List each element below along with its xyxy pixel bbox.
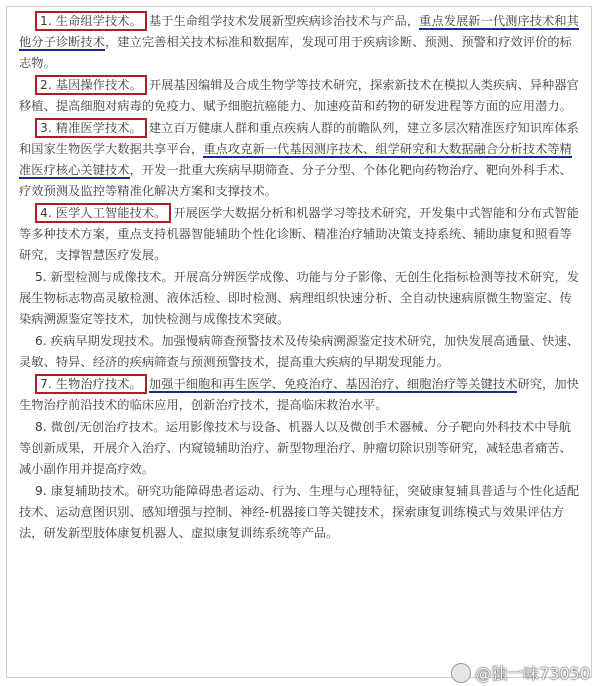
paragraph-item [19, 331, 581, 373]
boxed-heading: 4. 医学人工智能技术。 [35, 203, 171, 223]
paragraph-item [19, 417, 581, 480]
paragraph-item [19, 75, 581, 117]
weibo-avatar-icon [451, 663, 471, 683]
paragraph-text: 5. 新型检测与成像技术。开展高分辨医学成像、功能与分子影像、无创生化指标检测等技术研究，发展生物标志物高灵敏检测、液体活检、即时检测、病理组织快速分析、全自动快速病原微生物鉴定、传染病溯源鉴定等技术，加快检测与成像技术突破。 [19, 270, 580, 326]
paragraph-text-tail: ，开发一批重大疾病早期筛查、分子分型、个体化靶向药物治疗、靶向外科手术、疗效预测及监控等精准化解决方案和支撑技术。 [19, 163, 572, 198]
paragraph-item [19, 203, 581, 266]
paragraph-item [19, 481, 581, 544]
paragraph-item [19, 374, 581, 416]
paragraph-text: 建立百万健康人群和重点疾病人群的前瞻队列，建立多层次精准医疗知识库体系和国家生物医学大数据共享平台， [19, 121, 579, 156]
paragraph-text: 8. 微创/无创治疗技术。运用影像技术与设备、机器人以及微创手术器械、分子靶向外科技术中导航等创新成果，开展介入治疗、内窥镜辅助治疗、新型物理治疗、肿瘤切除识别等研究，减轻患者痛苦、减小副作用并提高疗效。 [19, 420, 572, 476]
underlined-key-text: 重点发展新一代测序技术和其他分子诊断技术 [19, 14, 579, 49]
paragraph-item [19, 267, 581, 330]
paragraph-text: 开展基因编辑及合成生物学等技术研究，探索新技术在模拟人类疾病、异种器官移植、提高细胞对病毒的免疫力、赋予细胞抗癌能力、加速疫苗和药物的研发进程等方面的应用潜力。 [19, 78, 579, 113]
paragraph-text: 6. 疾病早期发现技术。加强慢病筛查预警技术及传染病溯源鉴定技术研究，加快发展高通量、快速、灵敏、特异、经济的疾病筛查与预测预警技术，提高重大疾病的早期发现能力。 [19, 334, 580, 369]
paragraph-text: 9. 康复辅助技术。研究功能障碍患者运动、行为、生理与心理特征，突破康复辅具普适与个性化适配技术、运动意图识别、感知增强与控制、神经-机器接口等关键技术，探索康复训练模式与效果评估方法，研发新型肢体康复机器人、虚拟康复训练系统等产品。 [19, 484, 580, 540]
boxed-heading: 7. 生物治疗技术。 [35, 374, 147, 394]
paragraph-text-tail: 研究，加快生物治疗前沿技术的临床应用，创新治疗技术，提高临床救治水平。 [19, 377, 579, 412]
boxed-heading: 2. 基因操作技术。 [35, 75, 147, 95]
paragraph-item [19, 118, 581, 202]
underlined-key-text: 加强干细胞和再生医学、免疫治疗、基因治疗、细胞治疗等关键技术 [148, 377, 518, 391]
paragraph-text: 基于生命组学技术发展新型疾病诊治技术与产品， [148, 14, 420, 28]
watermark-text: @独一味73050 [475, 664, 590, 683]
paragraph-item [19, 11, 581, 74]
underlined-key-text: 重点攻克新一代基因测序技术、组学研究和大数据融合分析技术等精准医疗核心关键技术 [19, 142, 572, 177]
boxed-heading: 3. 精准医学技术。 [35, 118, 147, 138]
boxed-heading: 1. 生命组学技术。 [35, 11, 147, 31]
watermark [451, 661, 590, 684]
paragraph-text-tail: ，建立完善相关技术标准和数据库，发现可用于疾病诊断、预测、预警和疗效评价的标志物。 [19, 35, 572, 70]
paragraph-text: 开展医学大数据分析和机器学习等技术研究，开发集中式智能和分布式智能等多种技术方案，重点支持机器智能辅助个性化诊断、精准治疗辅助决策支持系统、辅助康复和照看等研究，支撑智慧医疗发展。 [19, 206, 579, 262]
document-body [6, 6, 592, 678]
